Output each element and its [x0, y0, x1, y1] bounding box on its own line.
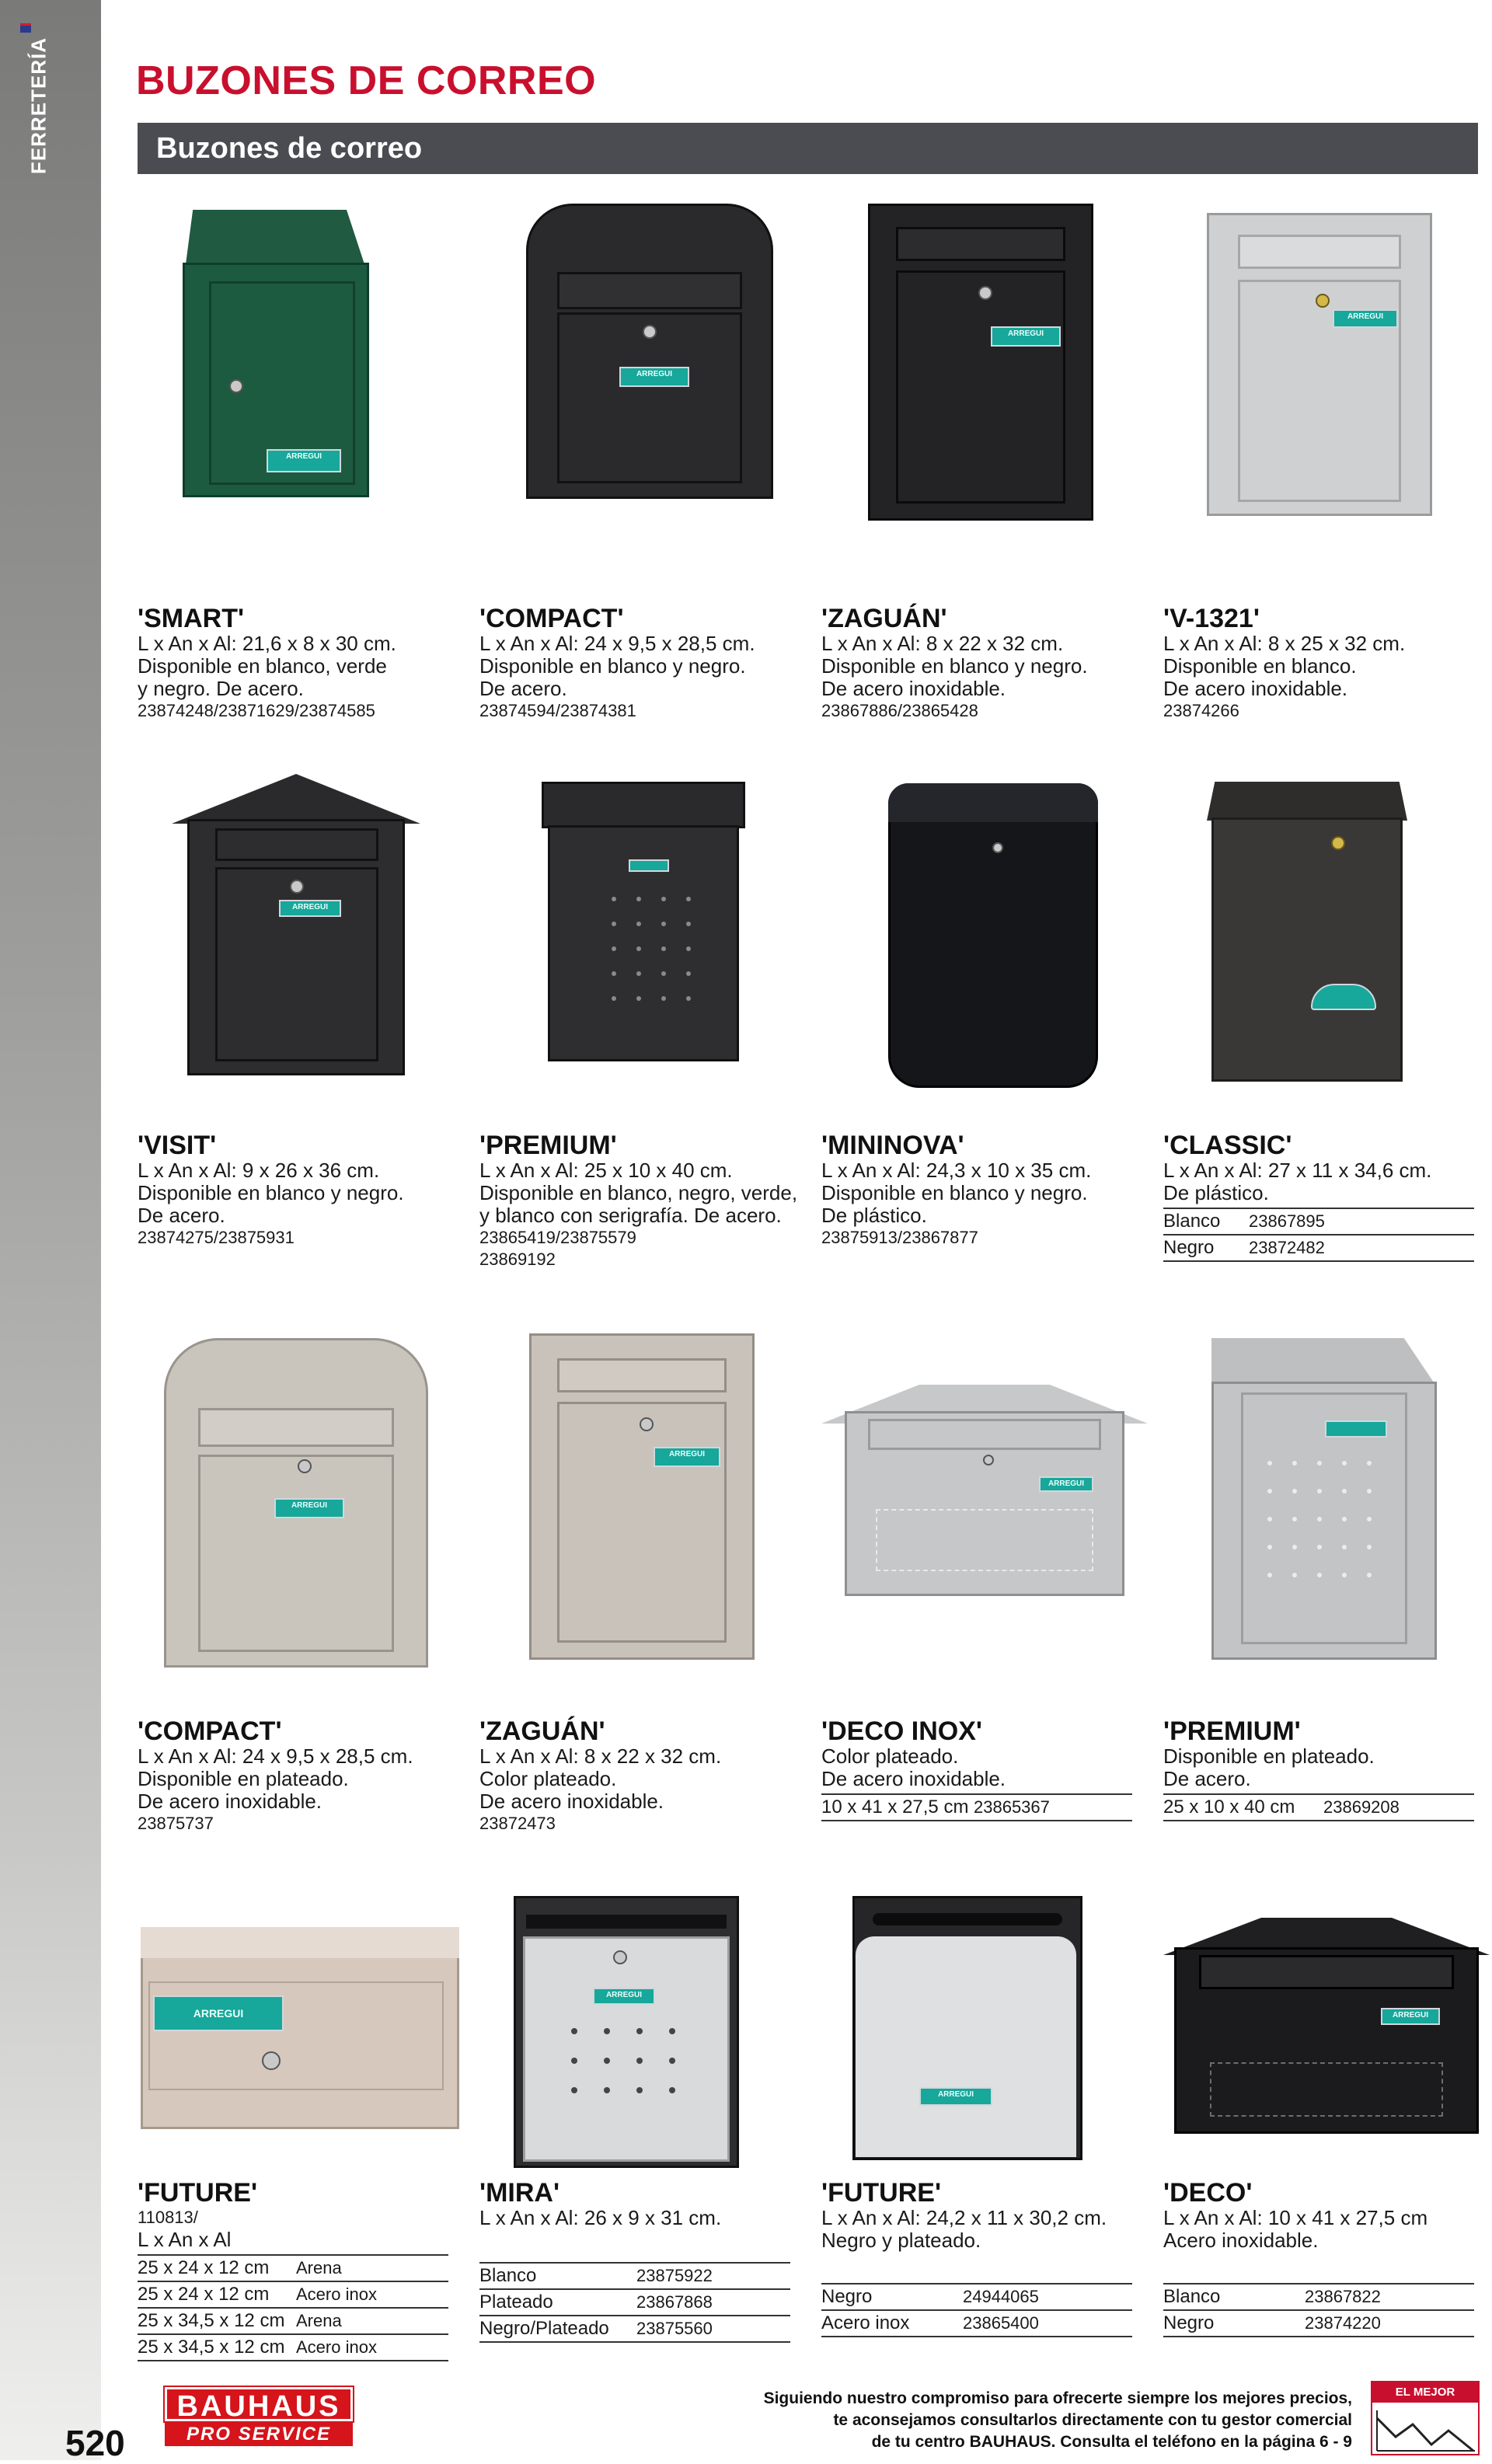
- product-desc: Negro y plateado.: [821, 2229, 981, 2252]
- product-desc: L x An x Al: 24 x 9,5 x 28,5 cm.: [479, 632, 755, 655]
- variant-label: Negro: [1163, 2310, 1305, 2337]
- brand-label: ARREGUI: [991, 326, 1061, 347]
- product-code: 23874594/23874381: [479, 701, 636, 720]
- variant-label: 25 x 24 x 12 cm: [138, 2255, 296, 2281]
- product-name: 'DECO INOX': [821, 1716, 982, 1746]
- product-desc: Color plateado.: [821, 1744, 959, 1768]
- product-desc: Disponible en blanco.: [1163, 654, 1357, 678]
- product-name: 'PREMIUM': [479, 1131, 617, 1160]
- variant-table: [1163, 1793, 1474, 1821]
- variant-label: Negro: [1163, 1235, 1249, 1261]
- product-desc: L x An x Al: 27 x 11 x 34,6 cm.: [1163, 1159, 1432, 1182]
- lock-icon: [992, 842, 1003, 853]
- product-code: 23875737: [138, 1814, 214, 1833]
- variant-table: [138, 2254, 448, 2361]
- product-name: 'V-1321': [1163, 604, 1260, 633]
- brand-label: [1311, 984, 1376, 1010]
- product-name: 'FUTURE': [138, 2178, 258, 2208]
- variant-label: 25 x 34,5 x 12 cm: [138, 2308, 296, 2334]
- variant-code: 24944065: [963, 2284, 1132, 2310]
- lock-icon: [1331, 836, 1345, 850]
- product-image-smart: [138, 204, 456, 545]
- product-desc: De acero inoxidable.: [821, 677, 1006, 700]
- lock-icon: [613, 1950, 627, 1964]
- dot-pattern: [571, 2028, 675, 2093]
- product-name: 'FUTURE': [821, 2178, 942, 2208]
- product-desc: De acero.: [479, 677, 567, 700]
- product-desc: Disponible en blanco y negro.: [821, 654, 1088, 678]
- variant-label: 10 x 41 x 27,5 cm: [821, 1794, 974, 1821]
- variant-table: [821, 1793, 1132, 1821]
- product-card: [821, 1131, 1140, 1249]
- price-chart-icon: [1372, 2403, 1478, 2454]
- product-name: 'COMPACT': [479, 604, 624, 633]
- product-desc: Disponible en blanco y negro.: [138, 1181, 404, 1204]
- variant-row: [138, 2308, 448, 2334]
- bauhaus-logo[interactable]: [165, 2387, 353, 2448]
- product-card: [1163, 1131, 1482, 1262]
- product-desc: Disponible en blanco y negro.: [821, 1181, 1088, 1204]
- product-code: 23874248/23871629/23874585: [138, 701, 375, 720]
- product-card: [138, 605, 456, 722]
- product-card: [138, 1131, 456, 1249]
- product-desc: Disponible en plateado.: [138, 1767, 349, 1790]
- product-code: 23865419/23875579: [479, 1228, 636, 1247]
- product-image-deco-inox: [821, 1330, 1140, 1672]
- product-name: 'ZAGUÁN': [821, 604, 947, 633]
- lock-icon: [1316, 294, 1330, 308]
- variant-code: 23874220: [1305, 2310, 1474, 2337]
- product-card: [479, 1717, 798, 1835]
- product-image-compact-black: [479, 204, 798, 545]
- product-card: [1163, 2179, 1482, 2337]
- product-name: 'COMPACT': [138, 1716, 282, 1746]
- product-desc: L x An x Al: [138, 2228, 232, 2251]
- product-name: 'MININOVA': [821, 1131, 964, 1160]
- variant-row: [138, 2334, 448, 2361]
- product-desc: Disponible en blanco, verde: [138, 654, 387, 678]
- variant-code: Acero inox: [296, 2334, 448, 2361]
- brand-label: ARREGUI: [279, 900, 341, 917]
- variant-label: Blanco: [1163, 1208, 1249, 1235]
- variant-code: 23867895: [1249, 1208, 1474, 1235]
- brand-label: ARREGUI: [1039, 1476, 1093, 1492]
- brand-label: [1325, 1420, 1387, 1438]
- variant-code: 23865400: [963, 2310, 1132, 2337]
- product-desc: y negro. De acero.: [138, 677, 304, 700]
- sidebar: [0, 0, 101, 2460]
- product-name: 'PREMIUM': [1163, 1716, 1301, 1746]
- section-label: FERRETERÍA: [26, 37, 51, 175]
- product-desc: L x An x Al: 24 x 9,5 x 28,5 cm.: [138, 1744, 413, 1768]
- variant-label: Blanco: [479, 2263, 636, 2289]
- variant-row: [1163, 2310, 1474, 2337]
- variant-code: 23865367: [974, 1794, 1132, 1821]
- product-desc: De acero inoxidable.: [1163, 677, 1348, 700]
- product-image-v1321: [1163, 204, 1482, 545]
- lock-icon: [640, 1417, 654, 1431]
- product-card: [821, 2179, 1140, 2337]
- product-desc: De acero inoxidable.: [138, 1790, 322, 1813]
- variant-row: [1163, 1235, 1474, 1261]
- variant-label: Negro/Plateado: [479, 2316, 636, 2342]
- product-name: 'MIRA': [479, 2178, 560, 2208]
- brand-label: ARREGUI: [654, 1447, 720, 1467]
- product-desc: Color plateado.: [479, 1767, 617, 1790]
- product-desc: L x An x Al: 8 x 25 x 32 cm.: [1163, 632, 1406, 655]
- product-card: [1163, 605, 1482, 722]
- product-desc: Disponible en plateado.: [1163, 1744, 1375, 1768]
- product-code: 23872473: [479, 1814, 556, 1833]
- variant-label: Blanco: [1163, 2284, 1305, 2310]
- footer-line: Siguiendo nuestro compromiso para ofrecerte siempre los mejores precios,: [763, 2389, 1352, 2407]
- brand-label: ARREGUI: [1381, 2008, 1440, 2025]
- product-card: [821, 605, 1140, 722]
- product-code: 110813/: [138, 2208, 198, 2227]
- product-desc: De acero inoxidable.: [821, 1767, 1006, 1790]
- product-card: [138, 1717, 456, 1835]
- product-desc: De acero.: [1163, 1767, 1251, 1790]
- product-image-classic: [1163, 774, 1482, 1116]
- variant-label: Negro: [821, 2284, 963, 2310]
- variant-table: [479, 2262, 790, 2343]
- brand-label: ARREGUI: [1333, 309, 1398, 328]
- page-title: BUZONES DE CORREO: [136, 58, 597, 103]
- dot-pattern: [1267, 1461, 1372, 1577]
- brand-label: ARREGUI: [919, 2087, 992, 2106]
- product-desc: Acero inoxidable.: [1163, 2229, 1319, 2252]
- variant-row: [138, 2281, 448, 2308]
- variant-row: [479, 2263, 790, 2289]
- product-image-zaguan-silver: [479, 1330, 798, 1672]
- product-desc: L x An x Al: 24,2 x 11 x 30,2 cm.: [821, 2206, 1107, 2229]
- dot-pattern: [612, 897, 691, 1001]
- product-desc: y blanco con serigrafía. De acero.: [479, 1204, 782, 1227]
- product-desc: L x An x Al: 26 x 9 x 31 cm.: [479, 2206, 722, 2229]
- variant-row: [821, 2310, 1132, 2337]
- product-image-mininova: [821, 774, 1140, 1116]
- variant-label: 25 x 34,5 x 12 cm: [138, 2334, 296, 2361]
- variant-label: Plateado: [479, 2289, 636, 2316]
- product-name: 'VISIT': [138, 1131, 217, 1160]
- product-desc: De acero inoxidable.: [479, 1790, 664, 1813]
- variant-code: Acero inox: [296, 2281, 448, 2308]
- product-image-zaguan-black: [821, 204, 1140, 545]
- product-desc: De plástico.: [821, 1204, 927, 1227]
- variant-code: 23872482: [1249, 1235, 1474, 1261]
- variant-code: 23867822: [1305, 2284, 1474, 2310]
- product-desc: L x An x Al: 25 x 10 x 40 cm.: [479, 1159, 733, 1182]
- variant-row: [1163, 2284, 1474, 2310]
- variant-row: [821, 1794, 1132, 1821]
- variant-label: Acero inox: [821, 2310, 963, 2337]
- variant-code: Arena: [296, 2255, 448, 2281]
- variant-row: [1163, 1208, 1474, 1235]
- brand-label: ARREGUI: [274, 1498, 344, 1518]
- brand-label: ARREGUI: [619, 367, 689, 387]
- lock-icon: [290, 880, 304, 894]
- footer-line: te aconsejamos consultarlos directamente con tu gestor comercial: [833, 2411, 1352, 2429]
- product-desc: L x An x Al: 24,3 x 10 x 35 cm.: [821, 1159, 1092, 1182]
- product-desc: De acero.: [138, 1204, 225, 1227]
- brand-label: [629, 859, 669, 872]
- variant-label: 25 x 24 x 12 cm: [138, 2281, 296, 2308]
- product-image-compact-silver: [138, 1330, 456, 1672]
- variant-row: [138, 2255, 448, 2281]
- page-number: 520: [65, 2423, 125, 2463]
- variant-row: [821, 2284, 1132, 2310]
- product-desc: L x An x Al: 21,6 x 8 x 30 cm.: [138, 632, 396, 655]
- section-bar: Buzones de correo: [138, 123, 1478, 174]
- product-image-premium-black: [479, 774, 798, 1116]
- variant-label: 25 x 10 x 40 cm: [1163, 1794, 1323, 1821]
- variant-table: [821, 2283, 1132, 2337]
- brand-label: ARREGUI: [593, 1988, 655, 2005]
- variant-row: [479, 2316, 790, 2342]
- lock-icon: [978, 286, 992, 300]
- product-name: 'CLASSIC': [1163, 1131, 1292, 1160]
- product-code: 23875913/23867877: [821, 1228, 978, 1247]
- product-code: 23874275/23875931: [138, 1228, 295, 1247]
- product-card: [479, 1131, 798, 1270]
- lock-icon: [983, 1455, 994, 1466]
- product-code: 23869192: [479, 1249, 556, 1269]
- product-desc: L x An x Al: 9 x 26 x 36 cm.: [138, 1159, 380, 1182]
- logo-tagline: PRO SERVICE: [165, 2423, 353, 2446]
- variant-code: Arena: [296, 2308, 448, 2334]
- brand-label: ARREGUI: [267, 449, 341, 472]
- product-card: [138, 2179, 456, 2361]
- product-desc: Disponible en blanco y negro.: [479, 654, 746, 678]
- product-desc: L x An x Al: 10 x 41 x 27,5 cm: [1163, 2206, 1428, 2229]
- lock-icon: [298, 1459, 312, 1473]
- product-card: [479, 605, 798, 722]
- variant-table: [1163, 1208, 1474, 1262]
- product-name: 'SMART': [138, 604, 245, 633]
- product-image-visit: [138, 774, 456, 1116]
- variant-table: [1163, 2283, 1474, 2337]
- variant-row: [479, 2289, 790, 2316]
- variant-row: [1163, 1794, 1474, 1821]
- footer-notice: [746, 2388, 1352, 2453]
- product-image-premium-silver: [1163, 1330, 1482, 1672]
- variant-code: 23867868: [636, 2289, 790, 2316]
- flag-icon: [20, 23, 31, 33]
- product-name: 'DECO': [1163, 2178, 1253, 2208]
- product-desc: L x An x Al: 8 x 22 x 32 cm.: [479, 1744, 722, 1768]
- product-desc: De plástico.: [1163, 1181, 1269, 1204]
- lock-icon: [229, 379, 243, 393]
- product-code: 23867886/23865428: [821, 701, 978, 720]
- brand-label: ARREGUI: [153, 1995, 284, 2031]
- logo-wordmark: BAUHAUS: [165, 2387, 353, 2421]
- product-name: 'ZAGUÁN': [479, 1716, 605, 1746]
- lock-icon: [643, 325, 657, 339]
- variant-code: 23869208: [1323, 1794, 1474, 1821]
- product-card: [1163, 1717, 1482, 1821]
- variant-code: 23875922: [636, 2263, 790, 2289]
- product-desc: Disponible en blanco, negro, verde,: [479, 1181, 798, 1204]
- badge-label: EL MEJOR PRECIO: [1372, 2382, 1478, 2403]
- variant-code: 23875560: [636, 2316, 790, 2342]
- product-card: [479, 2179, 798, 2343]
- footer-line: de tu centro BAUHAUS. Consulta el teléfono en la página 6 - 9: [871, 2433, 1352, 2451]
- best-price-badge: [1371, 2381, 1480, 2455]
- lock-icon: [262, 2051, 281, 2070]
- product-code: 23874266: [1163, 701, 1239, 720]
- product-card: [821, 1717, 1140, 1821]
- product-desc: L x An x Al: 8 x 22 x 32 cm.: [821, 632, 1064, 655]
